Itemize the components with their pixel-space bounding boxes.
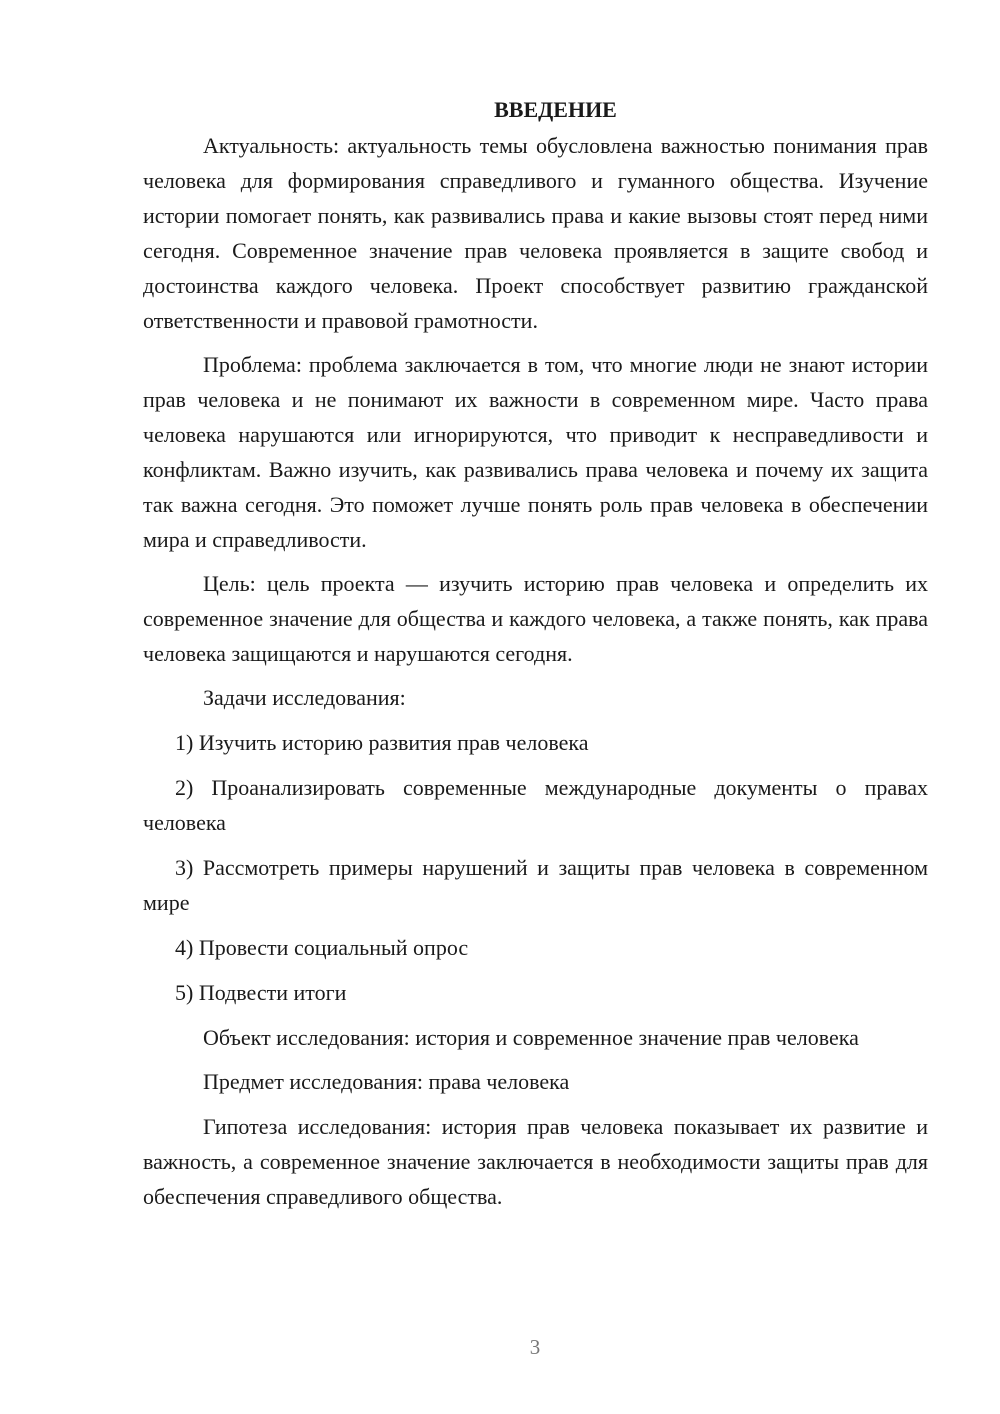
task-item-3: 3) Рассмотреть примеры нарушений и защиты прав человека в современном мире	[143, 855, 928, 915]
paragraph-subject: Предмет исследования: права человека	[203, 1069, 570, 1094]
page-content	[143, 92, 928, 1223]
paragraph-object: Объект исследования: история и современное значение прав человека	[203, 1025, 859, 1050]
task-item-1: 1) Изучить историю развития прав человека	[175, 730, 589, 755]
paragraph-relevance: Актуальность: актуальность темы обусловлена важностью понимания прав человека для формирования справедливого и гуманного общества. Изучение истории помогает понять, как развивались права и какие вызовы стоят перед ними сегодня. Современное значение прав человека проявляется в защите свобод и достоинства каждого человека. Проект способствует развитию гражданской ответственности и правовой грамотности.	[143, 133, 928, 333]
task-item-5: 5) Подвести итоги	[175, 980, 347, 1005]
paragraph-goal: Цель: цель проекта — изучить историю прав человека и определить их современное значение для общества и каждого человека, а также понять, как права человека защищаются и нарушаются сегодня.	[143, 571, 928, 666]
task-item-4: 4) Провести социальный опрос	[175, 935, 469, 960]
paragraph-hypothesis: Гипотеза исследования: история прав человека показывает их развитие и важность, а современное значение заключается в необходимости защиты прав для обеспечения справедливого общества.	[143, 1114, 928, 1209]
page-title: ВВЕДЕНИЕ	[494, 97, 617, 122]
paragraph-problem: Проблема: проблема заключается в том, что многие люди не знают истории прав человека и не понимают их важности в современном мире. Часто права человека нарушаются или игнорируются, что приводит к несправедливости и конфликтам. Важно изучить, как развивались права человека и почему их защита так важна сегодня. Это поможет лучше понять роль прав человека в обеспечении мира и справедливости.	[143, 352, 928, 552]
tasks-heading: Задачи исследования:	[203, 685, 406, 710]
page-number: 3	[529, 1335, 541, 1359]
task-item-2: 2) Проанализировать современные международные документы о правах человека	[143, 775, 928, 835]
